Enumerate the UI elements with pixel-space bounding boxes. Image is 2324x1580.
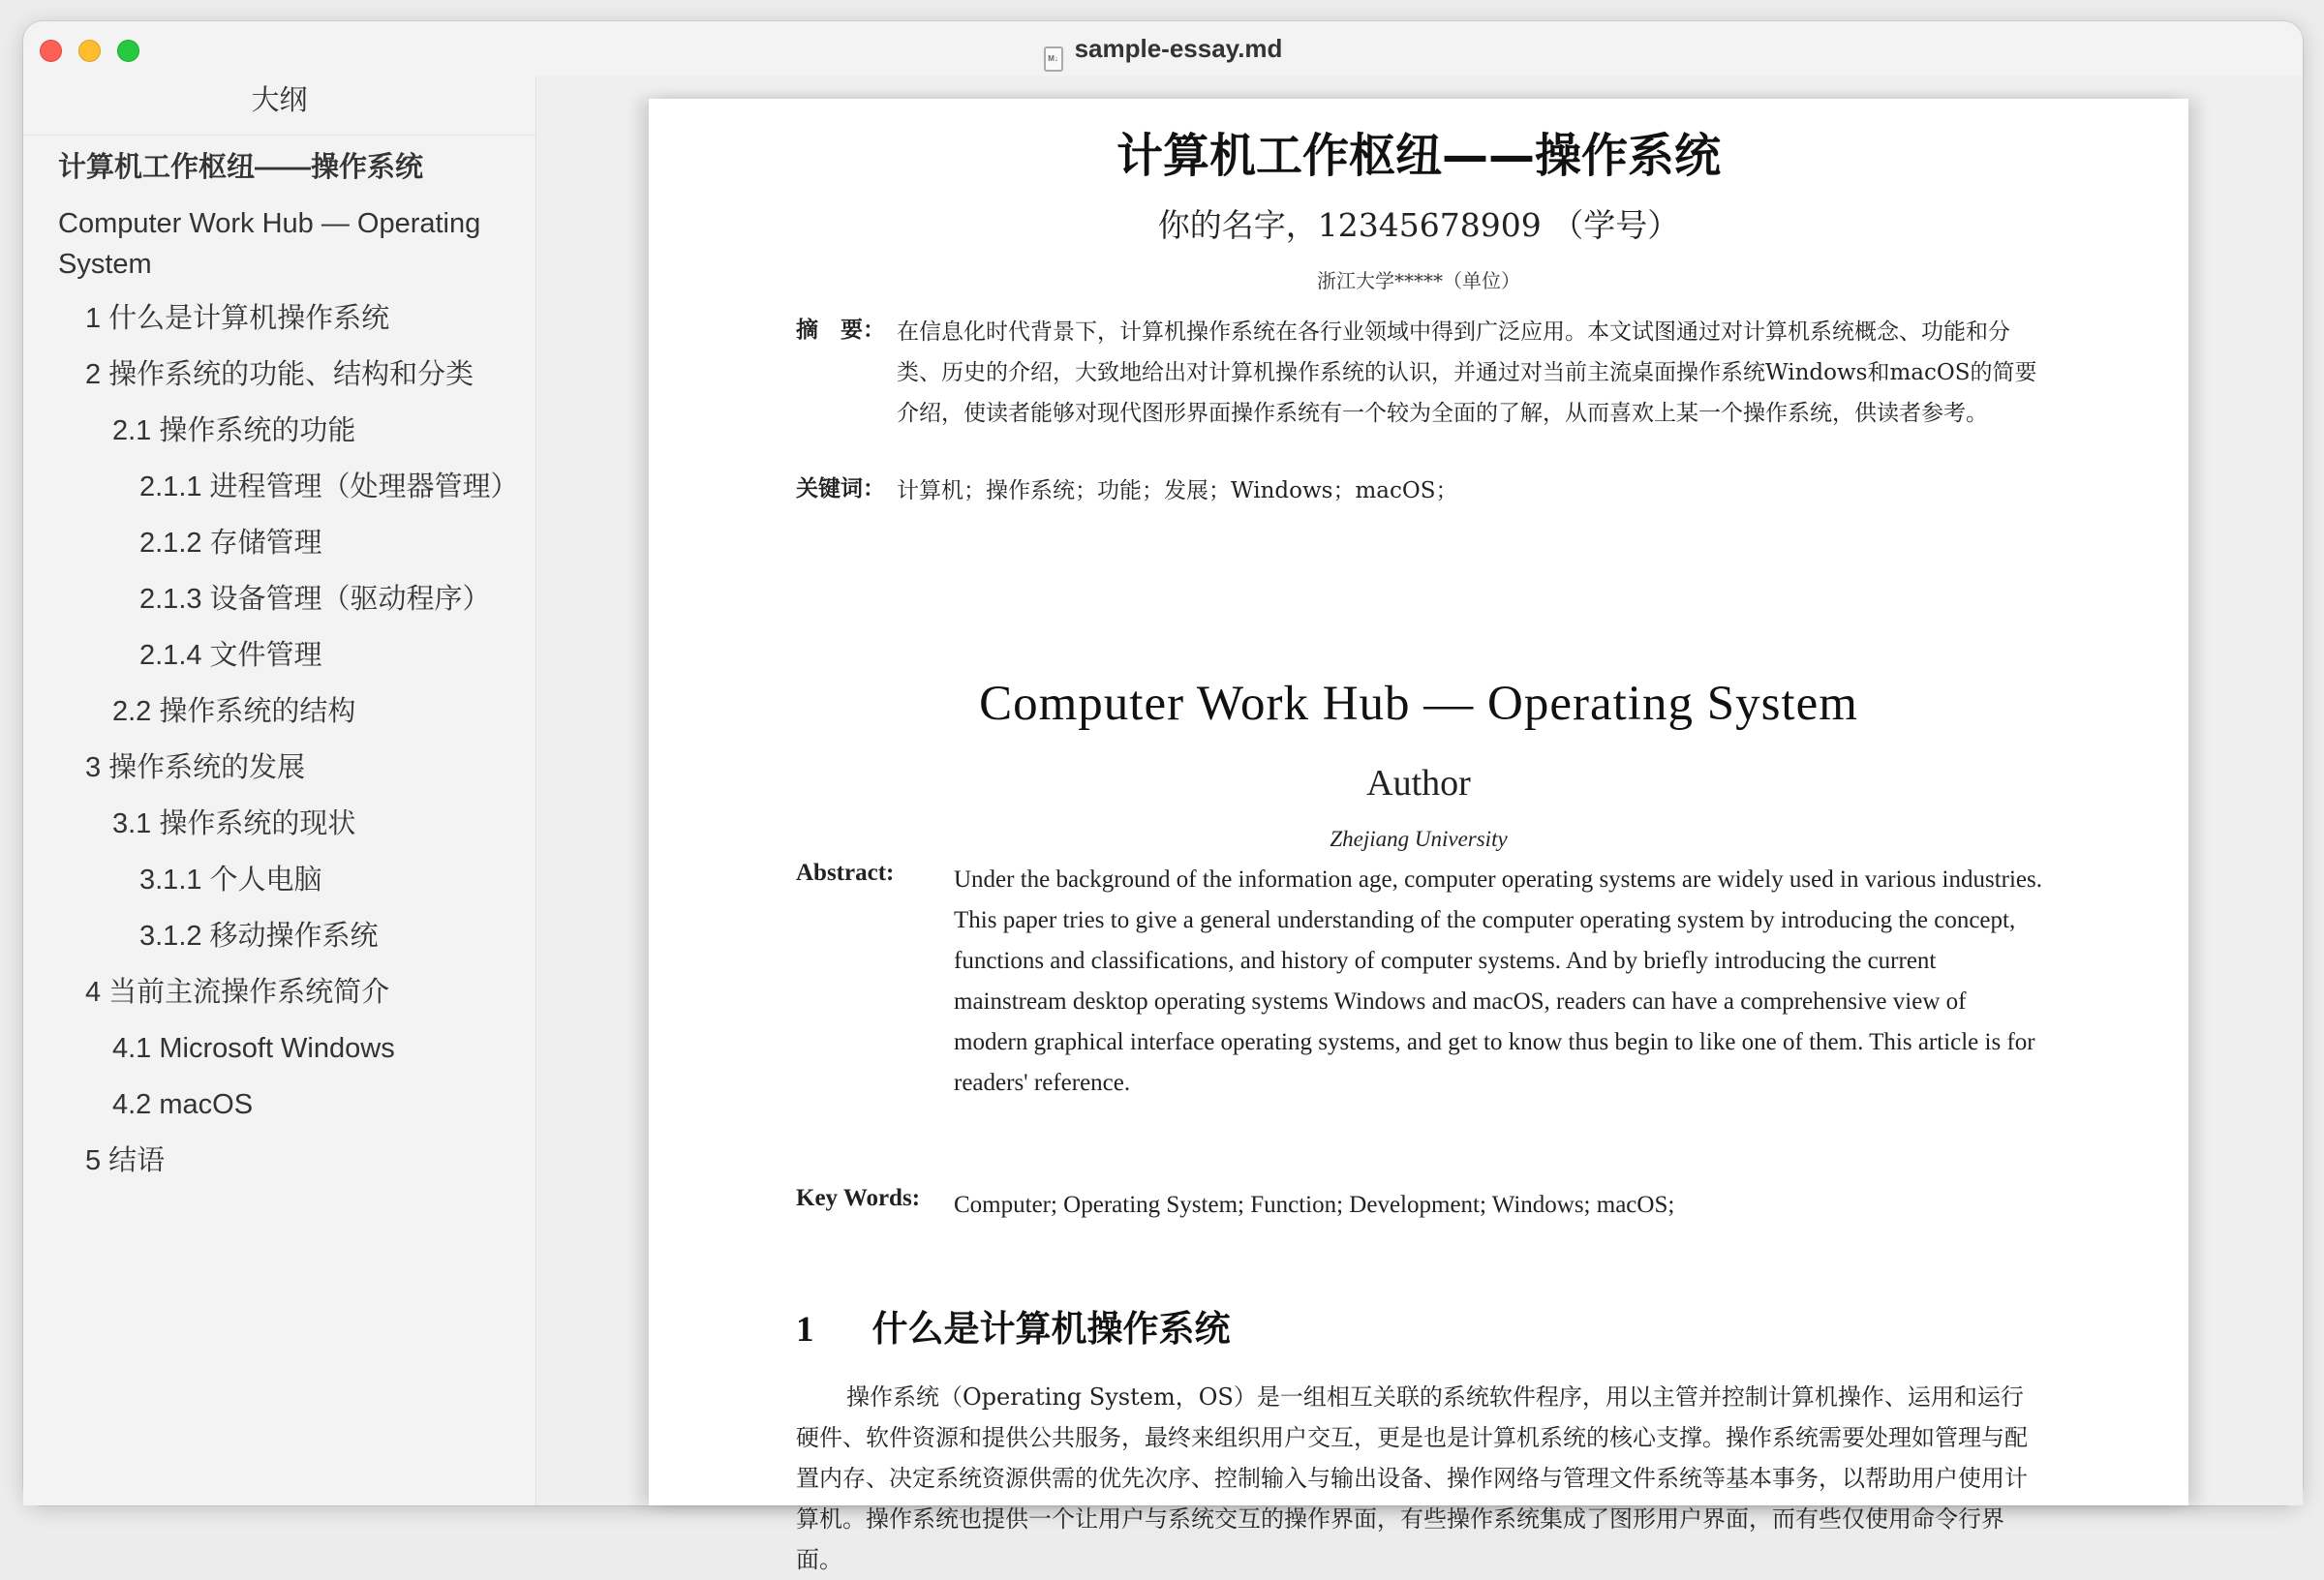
outline-item-title-en[interactable]: Computer Work Hub — Operating System xyxy=(58,208,481,280)
outline-item-2-1-2[interactable]: 2.1.2 存储管理 xyxy=(139,528,322,559)
cn-author: 你的名字，12345678909 （学号） xyxy=(1157,206,1680,244)
en-title: Computer Work Hub — Operating System xyxy=(979,677,1858,731)
section-1-number: 1 xyxy=(796,1310,814,1350)
en-author: Author xyxy=(1366,763,1471,804)
outline-list xyxy=(23,136,535,1181)
section-1-heading xyxy=(796,1299,1231,1352)
outline-item-title-cn[interactable]: 计算机工作枢纽——操作系统 xyxy=(58,152,424,183)
outline-item-3-1[interactable]: 3.1 操作系统的现状 xyxy=(112,808,356,839)
cn-keywords-text: 计算机；操作系统；功能；发展；Windows；macOS； xyxy=(897,478,1458,503)
section-1-paragraph: 操作系统（Operating System，OS）是一组相互关联的系统软件程序，用以主管并控制计算机操作、运用和运行硬件、软件资源和提供公共服务，最终来组织用户交互，更是也是计算机系统的核心支撑。操作系统需要处理如管理与配置内存、决定系统资源供需的优先次序、控制输入与输出设备、操作网络与管理文件系统等基本事务，以帮助用户使用计算机。操作系统也提供一个让用户与系统交互的操作界面，有些操作系统集成了图形用户界面，而有些仅使用命令行界面。 xyxy=(796,1383,2028,1573)
document-page[interactable] xyxy=(649,99,2188,1573)
en-keywords-label: Key Words: xyxy=(796,1185,921,1211)
en-keywords xyxy=(796,1185,2043,1226)
en-abstract xyxy=(796,860,2043,1104)
en-affiliation: Zhejiang University xyxy=(1330,827,1508,851)
outline-item-2[interactable]: 2 操作系统的功能、结构和分类 xyxy=(85,359,474,390)
outline-item-5[interactable]: 5 结语 xyxy=(85,1145,166,1176)
markdown-file-icon: M↓ xyxy=(1044,46,1063,72)
cn-keywords xyxy=(796,471,2043,511)
cn-title: 计算机工作枢纽——操作系统 xyxy=(1116,129,1721,183)
cn-keywords-label: 关键词： xyxy=(796,476,885,501)
outline-item-3-1-2[interactable]: 3.1.2 移动操作系统 xyxy=(139,921,379,952)
cn-affiliation: 浙江大学*****（单位） xyxy=(1317,269,1520,292)
outline-item-1[interactable]: 1 什么是计算机操作系统 xyxy=(85,303,390,334)
outline-item-2-1-4[interactable]: 2.1.4 文件管理 xyxy=(139,640,322,671)
outline-sidebar xyxy=(23,76,536,1505)
en-abstract-text: Under the background of the information age, computer operating systems are widely used in various industries. This paper tries to give a general understanding of the computer operating system by introducing the concept, functions and classifications, and history of computer systems. And by briefly introducing the current mainstream desktop operating systems Windows and macOS, readers can have a comprehensive view of modern graphical interface operating systems, and get to know thus begin to like one of them. This article is for readers' reference. xyxy=(954,866,2043,1096)
outline-item-4-1[interactable]: 4.1 Microsoft Windows xyxy=(112,1033,395,1064)
section-1-title: 什么是计算机操作系统 xyxy=(872,1308,1231,1350)
outline-item-3[interactable]: 3 操作系统的发展 xyxy=(85,752,306,783)
window-title xyxy=(23,34,2303,72)
en-keywords-text: Computer; Operating System; Function; Development; Windows; macOS; xyxy=(954,1192,1675,1218)
title-bar[interactable] xyxy=(23,21,2303,76)
filename: sample-essay.md xyxy=(1074,34,1283,63)
outline-item-4[interactable]: 4 当前主流操作系统简介 xyxy=(85,977,390,1008)
cn-abstract-label: 摘 要： xyxy=(796,318,885,343)
outline-item-3-1-1[interactable]: 3.1.1 个人电脑 xyxy=(139,865,322,896)
outline-header: 大纲 xyxy=(23,76,535,136)
outline-item-2-2[interactable]: 2.2 操作系统的结构 xyxy=(112,696,356,727)
en-abstract-label: Abstract: xyxy=(796,860,895,886)
cn-abstract xyxy=(796,312,2043,434)
outline-item-2-1-1[interactable]: 2.1.1 进程管理（处理器管理） xyxy=(139,471,519,502)
cn-abstract-text: 在信息化时代背景下，计算机操作系统在各行业领域中得到广泛应用。本文试图通过对计算机系统概念、功能和分类、历史的介绍，大致地给出对计算机操作系统的认识，并通过对当前主流桌面操作系统Windows和macOS的简要介绍，使读者能够对现代图形界面操作系统有一个较为全面的了解，从而喜欢上某一个操作系统，供读者参考。 xyxy=(897,319,2037,426)
outline-item-2-1[interactable]: 2.1 操作系统的功能 xyxy=(112,415,356,446)
app-window xyxy=(23,21,2303,1573)
outline-item-4-2[interactable]: 4.2 macOS xyxy=(112,1089,254,1120)
outline-item-2-1-3[interactable]: 2.1.3 设备管理（驱动程序） xyxy=(139,584,491,615)
editor-area[interactable] xyxy=(537,76,2303,1573)
